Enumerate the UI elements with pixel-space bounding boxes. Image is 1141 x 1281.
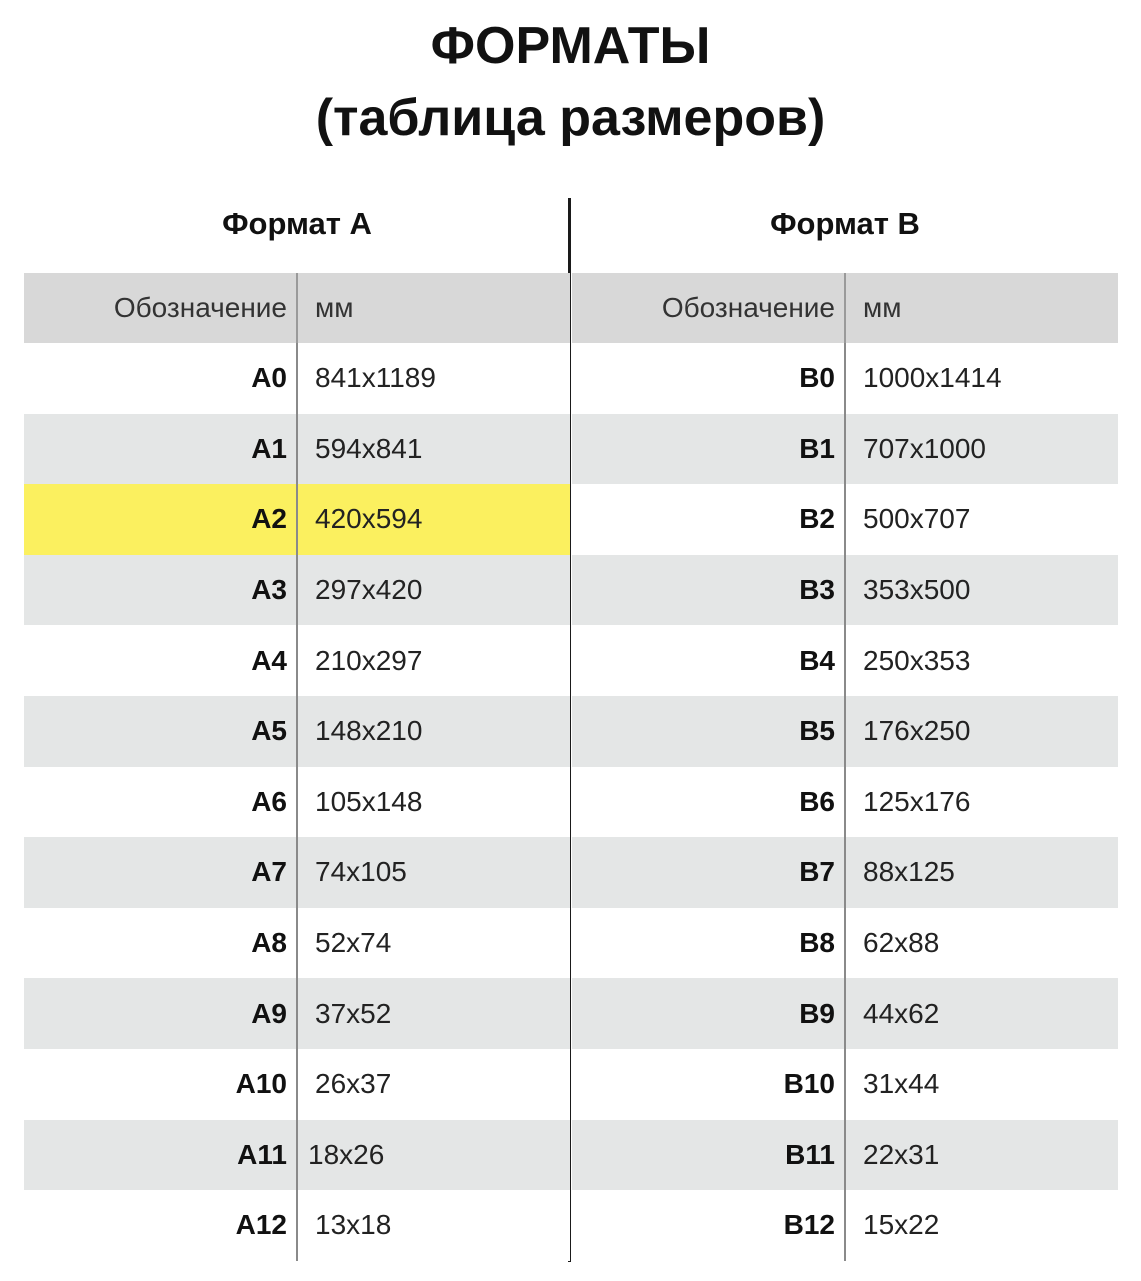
designation-header: Обозначение — [661, 292, 835, 323]
format-code: A9 — [251, 997, 287, 1029]
format-size: 176x250 — [863, 715, 971, 747]
cell-separator — [296, 484, 298, 555]
format-code: B2 — [799, 503, 835, 535]
format-code: B8 — [799, 927, 835, 959]
cell-separator — [844, 1120, 846, 1191]
format-size: 250x353 — [863, 644, 971, 676]
table-row — [24, 1049, 570, 1120]
table-row — [24, 414, 570, 485]
cell-separator — [296, 1120, 298, 1191]
format-code: A0 — [251, 362, 287, 394]
format-a-heading: Формат А — [222, 206, 372, 241]
format-code: B4 — [799, 644, 835, 676]
format-code: A2 — [251, 503, 287, 535]
format-code: A5 — [251, 715, 287, 747]
table-row — [24, 625, 570, 696]
format-code: A1 — [251, 432, 287, 464]
format-code: A8 — [251, 927, 287, 959]
cell-separator — [844, 414, 846, 485]
cell-separator — [844, 767, 846, 838]
table-row — [572, 1190, 1118, 1261]
table-row — [572, 484, 1118, 555]
format-code: A4 — [251, 644, 287, 676]
table-row — [572, 555, 1118, 626]
format-code: B1 — [799, 432, 835, 464]
format-a-table — [24, 273, 570, 1261]
format-code: B9 — [799, 997, 835, 1029]
format-size: 88x125 — [863, 856, 955, 888]
table-row — [24, 767, 570, 838]
cell-separator — [296, 625, 298, 696]
format-code: A11 — [237, 1138, 287, 1170]
cell-separator — [296, 696, 298, 767]
table-row — [572, 908, 1118, 979]
format-size: 37x52 — [315, 997, 392, 1029]
table-row — [572, 1049, 1118, 1120]
cell-separator — [296, 273, 298, 343]
format-size: 105x148 — [315, 785, 423, 817]
cell-separator — [296, 1190, 298, 1261]
cell-separator — [296, 343, 298, 414]
format-size: 44x62 — [863, 997, 940, 1029]
table-row — [24, 978, 570, 1049]
format-size: 52x74 — [315, 927, 392, 959]
format-size: 15x22 — [863, 1209, 940, 1241]
cell-separator — [844, 837, 846, 908]
table-row — [572, 343, 1118, 414]
format-size: 22x31 — [863, 1138, 940, 1170]
format-code: B10 — [783, 1068, 835, 1100]
cell-separator — [296, 414, 298, 485]
format-code: B7 — [799, 856, 835, 888]
format-code: B0 — [799, 362, 835, 394]
cell-separator — [296, 1049, 298, 1120]
format-code: A7 — [251, 856, 287, 888]
format-size: 31x44 — [863, 1068, 940, 1100]
format-a-header-row — [24, 273, 570, 343]
table-row — [24, 696, 570, 767]
table-row — [572, 625, 1118, 696]
format-code: B12 — [783, 1209, 835, 1241]
table-row — [24, 1190, 570, 1261]
format-b-header-row — [572, 273, 1118, 343]
cell-separator — [296, 908, 298, 979]
cell-separator — [844, 696, 846, 767]
format-code: B5 — [799, 715, 835, 747]
cell-separator — [844, 908, 846, 979]
cell-separator — [844, 484, 846, 555]
cell-separator — [844, 625, 846, 696]
format-size: 297x420 — [315, 574, 423, 606]
format-size: 1000x1414 — [863, 362, 1002, 394]
format-code: B6 — [799, 785, 835, 817]
cell-separator — [844, 555, 846, 626]
page-title: ФОРМАТЫ — [430, 17, 711, 75]
format-code: B11 — [785, 1138, 835, 1170]
format-b-table — [572, 273, 1118, 1261]
cell-separator — [296, 837, 298, 908]
format-code: B3 — [799, 574, 835, 606]
format-size: 210x297 — [315, 644, 423, 676]
format-size: 594x841 — [315, 432, 423, 464]
format-b-heading: Формат В — [770, 206, 920, 241]
table-row — [572, 837, 1118, 908]
format-size: 707x1000 — [863, 432, 987, 464]
table-row — [572, 978, 1118, 1049]
format-size: 125x176 — [863, 785, 971, 817]
mm-header: мм — [863, 292, 902, 323]
format-size: 62x88 — [863, 927, 940, 959]
table-row — [24, 1120, 570, 1191]
format-code: A10 — [235, 1068, 287, 1100]
format-size: 26x37 — [315, 1068, 392, 1100]
table-row — [24, 555, 570, 626]
format-size: 13x18 — [315, 1209, 392, 1241]
format-size: 420x594 — [315, 503, 423, 535]
format-size: 841x1189 — [315, 362, 436, 394]
cell-separator — [844, 978, 846, 1049]
format-size: 500x707 — [863, 503, 971, 535]
format-size: 353x500 — [863, 574, 971, 606]
cell-separator — [844, 1190, 846, 1261]
format-size: 18x26 — [308, 1138, 385, 1170]
table-row — [24, 484, 570, 555]
table-row — [24, 343, 570, 414]
cell-separator — [296, 978, 298, 1049]
cell-separator — [844, 273, 846, 343]
format-size: 74x105 — [315, 856, 407, 888]
cell-separator — [844, 343, 846, 414]
table-row — [24, 837, 570, 908]
designation-header: Обозначение — [113, 292, 287, 323]
cell-separator — [844, 1049, 846, 1120]
cell-separator — [296, 767, 298, 838]
table-row — [572, 767, 1118, 838]
mm-header: мм — [315, 292, 354, 323]
format-size: 148x210 — [315, 715, 423, 747]
format-code: A3 — [251, 574, 287, 606]
format-code: A6 — [251, 785, 287, 817]
cell-separator — [296, 555, 298, 626]
table-row — [572, 1120, 1118, 1191]
table-row — [572, 414, 1118, 485]
page-subtitle: (таблица размеров) — [315, 89, 826, 147]
format-code: A12 — [235, 1209, 287, 1241]
table-row — [572, 696, 1118, 767]
table-row — [24, 908, 570, 979]
